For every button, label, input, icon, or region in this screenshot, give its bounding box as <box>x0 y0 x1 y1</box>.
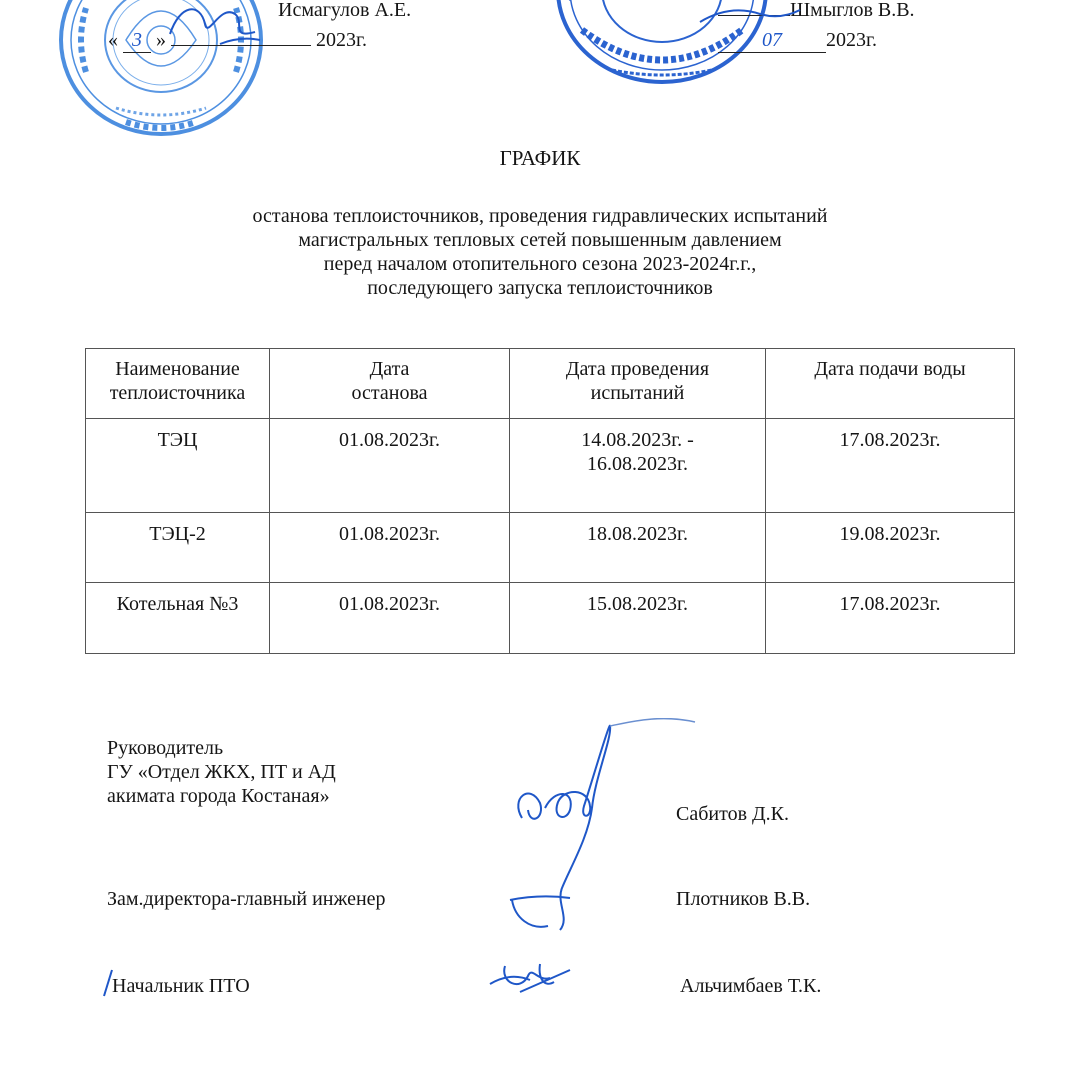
subtitle-line: перед началом отопительного сезона 2023-2024г.г., <box>323 253 757 275</box>
cell-test-date: 15.08.2023г. <box>510 583 766 654</box>
signature-3-tick <box>100 968 116 998</box>
signatory-3-role: Начальник ПТО <box>112 975 250 997</box>
left-header-signature <box>160 0 280 54</box>
approver-left-date: « 3 » 2023г. <box>108 29 367 51</box>
signatory-3-name: Альчимбаев Т.К. <box>680 975 822 997</box>
signatory-2-role: Зам.директора-главный инженер <box>107 888 386 910</box>
header-source: Наименование теплоисточника <box>86 349 270 419</box>
cell-source: Котельная №3 <box>86 583 270 654</box>
table-row <box>86 583 1015 654</box>
subtitle-line: останова теплоисточников, проведения гидравлических испытаний <box>252 205 828 227</box>
header-test-date: Дата проведения испытаний <box>510 349 766 419</box>
schedule-table <box>85 348 1015 654</box>
cell-water-date: 19.08.2023г. <box>766 513 1015 583</box>
signatory-2-name: Плотников В.В. <box>676 888 811 910</box>
signature-3-ink <box>480 952 580 1000</box>
cell-test-date: 18.08.2023г. <box>510 513 766 583</box>
cell-test-date: 14.08.2023г. - 16.08.2023г. <box>510 419 766 513</box>
approver-right-date: 07 2023г. <box>718 28 877 53</box>
signatory-1-name: Сабитов Д.К. <box>676 803 789 825</box>
approver-right-name: Шмыглов В.В. <box>718 0 915 22</box>
cell-water-date: 17.08.2023г. <box>766 419 1015 513</box>
subtitle-line: последующего запуска теплоисточников <box>367 277 713 299</box>
cell-stop-date: 01.08.2023г. <box>270 513 510 583</box>
cell-source: ТЭЦ-2 <box>86 513 270 583</box>
table-header-row <box>86 349 1015 419</box>
cell-stop-date: 01.08.2023г. <box>270 419 510 513</box>
approver-left-name: Исмагулов А.Е. <box>278 0 412 21</box>
header-water-date: Дата подачи воды <box>766 349 1015 419</box>
document-title: ГРАФИК <box>499 146 581 170</box>
header-stop-date: Дата останова <box>270 349 510 419</box>
document-subtitle <box>0 204 1080 300</box>
cell-source: ТЭЦ <box>86 419 270 513</box>
table-row <box>86 419 1015 513</box>
subtitle-line: магистральных тепловых сетей повышенным давлением <box>298 229 782 251</box>
right-header-signature <box>690 2 810 32</box>
table-row <box>86 513 1015 583</box>
signature-1-ink <box>500 718 700 938</box>
cell-water-date: 17.08.2023г. <box>766 583 1015 654</box>
signatory-1-role: Руководитель ГУ «Отдел ЖКХ, ПТ и АД акимата города Костаная» <box>107 737 336 807</box>
cell-stop-date: 01.08.2023г. <box>270 583 510 654</box>
